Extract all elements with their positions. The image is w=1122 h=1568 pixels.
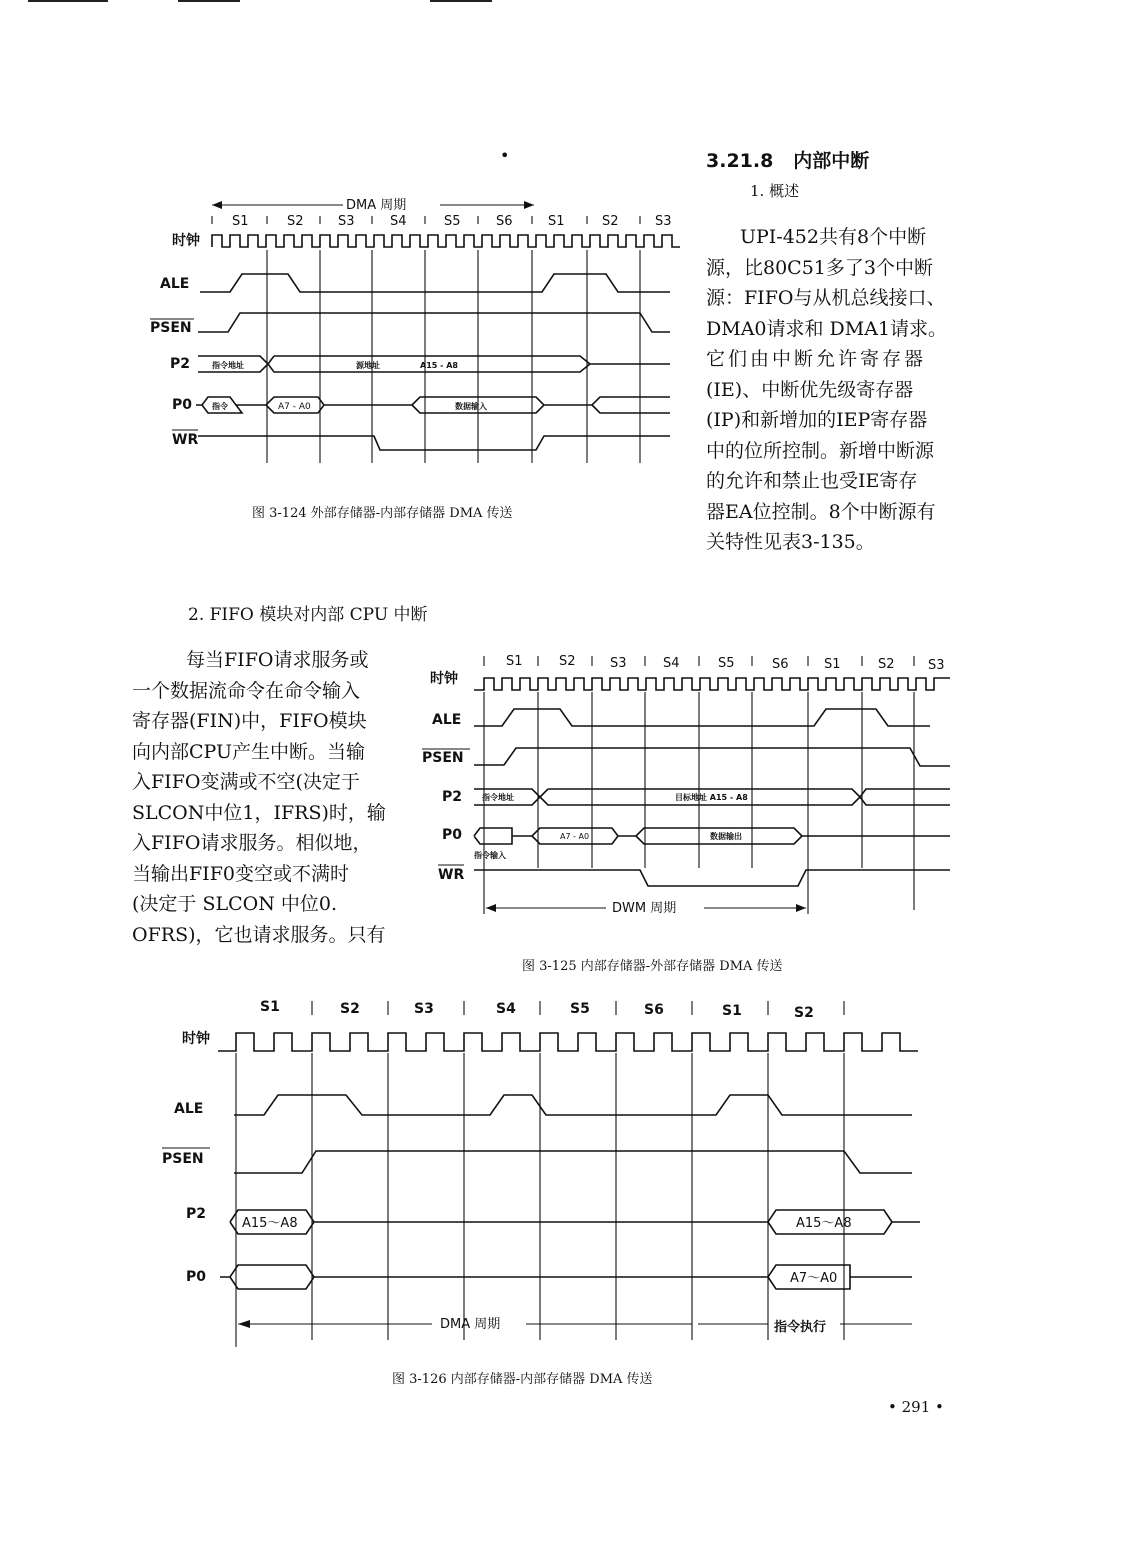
figure-caption: 图 3-125 内部存储器-外部存储器 DMA 传送	[522, 959, 783, 974]
signal-p2: P2	[170, 356, 191, 372]
wr-waveform	[474, 870, 950, 886]
text-line: UPI-452共有8个中断	[740, 226, 927, 248]
p2-label: A15 - A8	[420, 361, 458, 370]
psen-waveform	[234, 1151, 912, 1173]
p0-label: 指令输入	[474, 851, 506, 860]
text-line: 的允许和禁止也受IE寄存	[706, 470, 918, 492]
state-label: S1	[824, 657, 841, 672]
p0-label: 数据输出	[710, 832, 742, 841]
p2-label: 指令地址	[482, 793, 514, 802]
state-label: S3	[610, 656, 627, 671]
text-line: 中的位所控制。新增中断源	[706, 439, 935, 462]
text-line: 入FIFO请求服务。相似地，	[132, 832, 372, 854]
signal-psen: PSEN	[422, 750, 464, 766]
period-label: DMA 周期	[440, 1317, 501, 1332]
ale-waveform	[200, 274, 670, 292]
p0-label: 数据输入	[455, 402, 487, 411]
state-label: S1	[506, 654, 523, 669]
period-label: DWM 周期	[612, 901, 677, 916]
text-line: (决定于 SLCON 中位0.	[132, 893, 337, 915]
state-label: S3	[928, 658, 945, 673]
figure-3-124	[150, 188, 690, 478]
signal-p2: P2	[442, 789, 463, 805]
signal-p0: P0	[442, 827, 463, 843]
signal-p0: P0	[172, 397, 193, 413]
right-paragraph	[706, 222, 971, 558]
p0-label: 指令	[212, 402, 228, 411]
state-label: S6	[496, 214, 513, 229]
text-line: 每当FIFO请求服务或	[186, 649, 369, 671]
p0-label: A7 - A0	[560, 832, 590, 841]
state-label: S5	[718, 656, 735, 671]
state-label: S6	[772, 657, 789, 672]
clock-waveform	[474, 678, 950, 690]
signal-p0: P0	[186, 1269, 207, 1285]
clock-waveform	[212, 235, 680, 247]
text-line: (IP)和新增加的IEP寄存器	[706, 409, 928, 431]
text-line: 器EA位控制。8个中断源有	[706, 500, 936, 523]
section-heading	[706, 146, 869, 173]
signal-clock: 时钟	[182, 1031, 210, 1047]
scan-mark	[28, 0, 108, 2]
p2-label: 指令地址	[212, 361, 244, 370]
p2-label: 目标地址 A15 - A8	[675, 793, 748, 802]
text-line: (IE)、中断优先级寄存器	[706, 378, 914, 401]
exec-label: 指令执行	[774, 1320, 827, 1335]
state-label: S1	[260, 999, 280, 1015]
section-title: 内部中断	[793, 150, 870, 172]
state-label: S2	[794, 1005, 814, 1021]
signal-ale: ALE	[174, 1101, 204, 1117]
state-label: S4	[663, 656, 680, 671]
state-label: S1	[548, 214, 565, 229]
state-label: S2	[340, 1001, 360, 1017]
state-label: S3	[414, 1001, 434, 1017]
text-line: OFRS)，它也请求服务。只有	[132, 923, 386, 946]
state-label: S2	[287, 214, 304, 229]
p2-label: 源地址	[356, 361, 380, 370]
period-label: DMA 周期	[346, 198, 407, 213]
signal-psen: PSEN	[150, 320, 192, 336]
state-label: S2	[602, 214, 619, 229]
signal-psen: PSEN	[162, 1151, 204, 1167]
text-line: 关特性见表3-135。	[706, 531, 875, 553]
p2-label: A15～A8	[796, 1216, 852, 1231]
state-label: S4	[496, 1001, 516, 1017]
subheading-fifo: 2. FIFO 模块对内部 CPU 中断	[188, 605, 428, 625]
state-label: S2	[878, 657, 895, 672]
text-line: 源，比80C51多了3个中断	[706, 256, 933, 279]
figure-3-126	[150, 995, 930, 1360]
p0-label: A7 - A0	[278, 402, 311, 412]
text-line: 源：FIFO与从机总线接口、	[706, 287, 946, 309]
text-line: 它们由中断允许寄存器	[706, 348, 927, 370]
figure-3-125	[420, 648, 960, 918]
signal-wr: WR	[438, 867, 465, 883]
text-line: SLCON中位1，IFRS)时，输	[132, 801, 386, 824]
state-label: S2	[559, 654, 576, 669]
state-label: S1	[722, 1003, 742, 1019]
p0-label: A7～A0	[790, 1271, 838, 1286]
page-number: • 291 •	[888, 1398, 944, 1416]
scan-mark	[178, 0, 240, 2]
state-label: S5	[570, 1001, 590, 1017]
subheading-overview: 1. 概述	[750, 182, 800, 200]
text-line: 向内部CPU产生中断。当输	[132, 740, 366, 763]
text-line: 一个数据流命令在命令输入	[132, 679, 361, 702]
left-paragraph	[132, 645, 417, 950]
state-label: S5	[444, 214, 461, 229]
text-line: DMA0请求和 DMA1请求。	[706, 317, 948, 340]
text-line: 当输出FIF0变空或不满时	[132, 862, 349, 885]
ale-waveform	[234, 1095, 912, 1115]
scan-mark	[430, 0, 492, 2]
state-label: S6	[644, 1002, 664, 1018]
stray-dot: •	[500, 146, 510, 165]
signal-clock: 时钟	[172, 233, 200, 249]
clock-waveform	[218, 1033, 918, 1051]
figure-caption: 图 3-124 外部存储器-内部存储器 DMA 传送	[252, 506, 513, 521]
text-line: 入FIFO变满或不空(决定于	[132, 771, 360, 793]
section-number: 3.21.8	[706, 150, 774, 172]
state-label: S3	[338, 214, 355, 229]
figure-caption: 图 3-126 内部存储器-内部存储器 DMA 传送	[392, 1372, 653, 1387]
state-label: S4	[390, 214, 407, 229]
signal-wr: WR	[172, 432, 199, 448]
wr-waveform	[198, 436, 670, 450]
state-label: S1	[232, 214, 249, 229]
psen-waveform	[474, 748, 950, 766]
psen-waveform	[198, 313, 670, 332]
p2-label: A15～A8	[242, 1216, 298, 1231]
signal-ale: ALE	[432, 712, 462, 728]
signal-p2: P2	[186, 1206, 207, 1222]
signal-clock: 时钟	[430, 671, 458, 687]
signal-ale: ALE	[160, 276, 190, 292]
state-label: S3	[655, 214, 672, 229]
text-line: 寄存器(FIN)中，FIFO模块	[132, 710, 367, 732]
